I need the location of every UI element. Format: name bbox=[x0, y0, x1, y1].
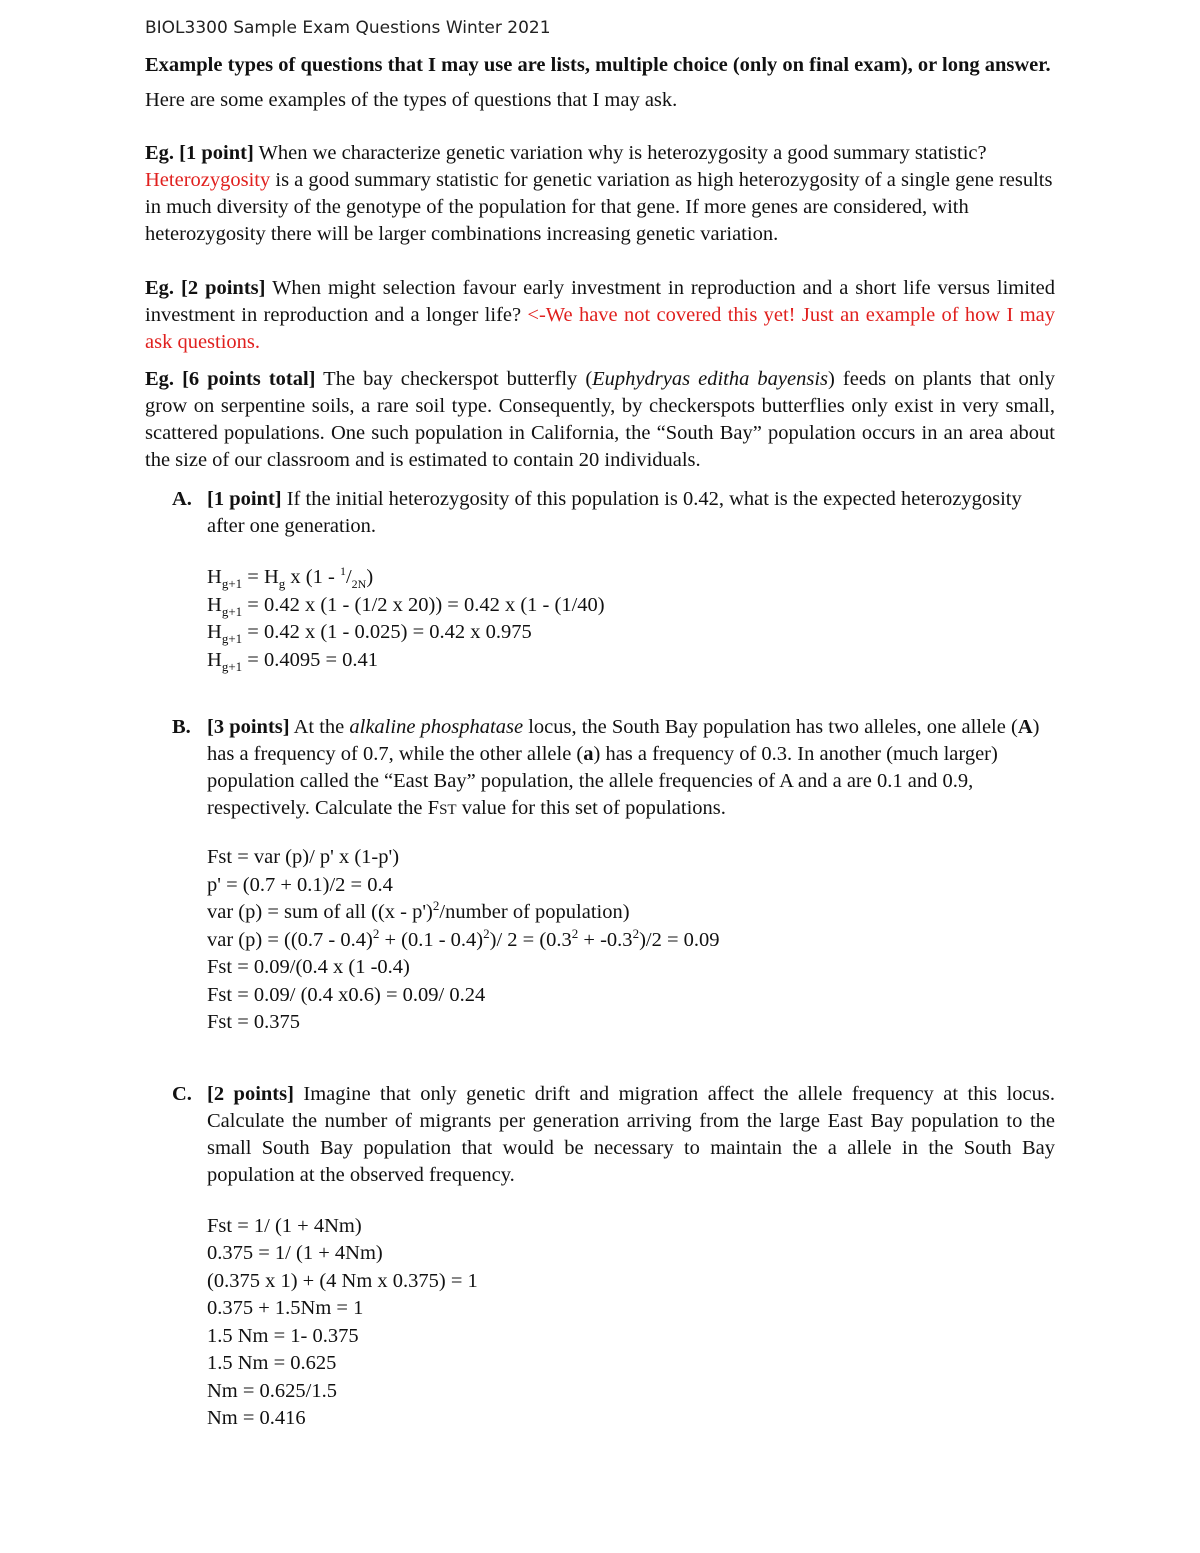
intro-bold: Example types of questions that I may use are lists, multiple choice (only on final exam), or long answer. bbox=[145, 54, 1051, 76]
part-b: B. [3 points] At the alkaline phosphatase locus, the South Bay population has two alleles, one allele (A) has a frequency of 0.7, while the other allele (a) has a frequency of 0.3. In another (much larger) population called the “East Bay” population, the allele frequencies of A and a are 0.1 and 0.9, respectively. Calculate the FST value for this set of populations. bbox=[172, 716, 1040, 819]
calc-line: 1.5 Nm = 0.625 bbox=[207, 1352, 337, 1374]
calc-line: Fst = 1/ (1 + 4Nm) bbox=[207, 1214, 362, 1237]
part-a-letter: A. bbox=[172, 488, 192, 510]
question-3-text-b: ) feeds on plants that only grow on serpentine soils, a rare soil type. Consequently, by checkerspots butterflies only exist in very small, scattered populations. One such population in California, the “South Bay” population occurs in an area about the size of our classroom and is estimated to contain 20 individuals. bbox=[145, 368, 1056, 471]
question-1-text: When we characterize genetic variation why is heterozygosity a good summary statistic? bbox=[253, 142, 987, 164]
part-b-calculation bbox=[145, 844, 1055, 1037]
part-a bbox=[145, 486, 1055, 540]
calc-line: Fst = 0.375 bbox=[207, 1011, 301, 1033]
calc-line: p' = (0.7 + 0.1)/2 = 0.4 bbox=[207, 873, 393, 896]
calc-line: 0.375 = 1/ (1 + 4Nm) bbox=[207, 1242, 383, 1264]
question-1-answer: is a good summary statistic for genetic variation as high heterozygosity of a single gene results in much diversity of the genotype of the population for that gene. If more genes are considered, with heterozygosity there will be larger combinations increasing genetic variation. bbox=[145, 169, 1053, 245]
part-c-text: Imagine that only genetic drift and migration affect the allele frequency at this locus. Calculate the number of migrants per generation arriving from the large East Bay population to the small South Bay population that would be necessary to maintain the a allele in the South Bay population at the observed frequency. bbox=[207, 1082, 1055, 1186]
question-3-label: Eg. [6 points total] bbox=[145, 368, 316, 390]
calc-line: $H_{g+1} = 0.42$ x (1 - (1/2 x 20)) = 0.42 x (1 - (1/40) bbox=[207, 593, 605, 619]
question-2-text: When might selection favour early investment in reproduction and a short life versus limited investment in reproduction and a longer life? bbox=[145, 277, 1055, 326]
question-2-note: <-We have not covered this yet! Just an example of how I may ask questions. bbox=[145, 304, 1055, 353]
part-a-calculation bbox=[145, 564, 1055, 674]
part-c-calculation bbox=[145, 1213, 1055, 1433]
calc-line: Fst = var (p)/ p' x (1-p') bbox=[207, 846, 400, 868]
calc-line: $H_{g+1} = 0.4095 = 0.41$ bbox=[207, 648, 379, 674]
intro-plain: Here are some examples of the types of questions that I may ask. bbox=[145, 89, 678, 111]
question-2-label: Eg. [2 points] bbox=[145, 277, 266, 299]
question-1-label: Eg. [1 point] bbox=[145, 142, 254, 164]
calc-line: $H_{g+1} = 0.42$ x (1 - 0.025) = 0.42 x 0.975 bbox=[207, 621, 532, 647]
document-body bbox=[145, 52, 1055, 1433]
question-3-text-a: The bay checkerspot butterfly ( bbox=[315, 368, 593, 390]
question-2 bbox=[145, 275, 1055, 356]
calc-line: Nm = 0.416 bbox=[207, 1407, 306, 1429]
part-a-text: If the initial heterozygosity of this population is 0.42, what is the expected heterozygosity after one generation. bbox=[207, 488, 1022, 537]
part-b-letter: B. bbox=[172, 716, 191, 738]
calc-line: Fst = 0.09/(0.4 x (1 -0.4) bbox=[207, 956, 410, 978]
question-3 bbox=[145, 366, 1055, 474]
part-a-points: [1 point] bbox=[207, 488, 282, 510]
part-c-letter: C. bbox=[172, 1082, 192, 1105]
calc-line: Nm = 0.625/1.5 bbox=[207, 1379, 338, 1402]
calc-line: $H_{g+1} = H_g$ x $(1 - ^1/_{2N})$ bbox=[207, 564, 374, 592]
calc-line: Fst = 0.09/ (0.4 x0.6) = 0.09/ 0.24 bbox=[207, 983, 486, 1006]
calc-line: var (p) = ((0.7 - 0.4)$^2$ + (0.1 - 0.4)$^2$)/ $2 = (0.3^2 + -0.3^2)/2 = 0.09$ bbox=[207, 925, 720, 951]
part-c bbox=[145, 1081, 1055, 1189]
question-3-parts bbox=[145, 486, 1055, 1433]
calc-line: var (p) = sum of all ((x - p')$^2$/number of population) bbox=[207, 898, 630, 923]
part-c-points: [2 points] bbox=[207, 1082, 294, 1105]
question-1 bbox=[145, 140, 1055, 248]
page-header: BIOL3300 Sample Exam Questions Winter 2021 bbox=[145, 18, 551, 38]
calc-line: 1.5 Nm = 1- 0.375 bbox=[207, 1324, 359, 1347]
calc-line: 0.375 + 1.5Nm = 1 bbox=[207, 1297, 364, 1319]
calc-line: (0.375 x 1) + (4 Nm x 0.375) = 1 bbox=[207, 1269, 478, 1292]
species-name: Euphydryas editha bayensis bbox=[592, 368, 829, 390]
locus-name: alkaline phosphatase bbox=[349, 716, 524, 738]
part-b-points: [3 points] bbox=[207, 716, 290, 738]
question-1-answer-highlight: Heterozygosity bbox=[145, 169, 271, 191]
